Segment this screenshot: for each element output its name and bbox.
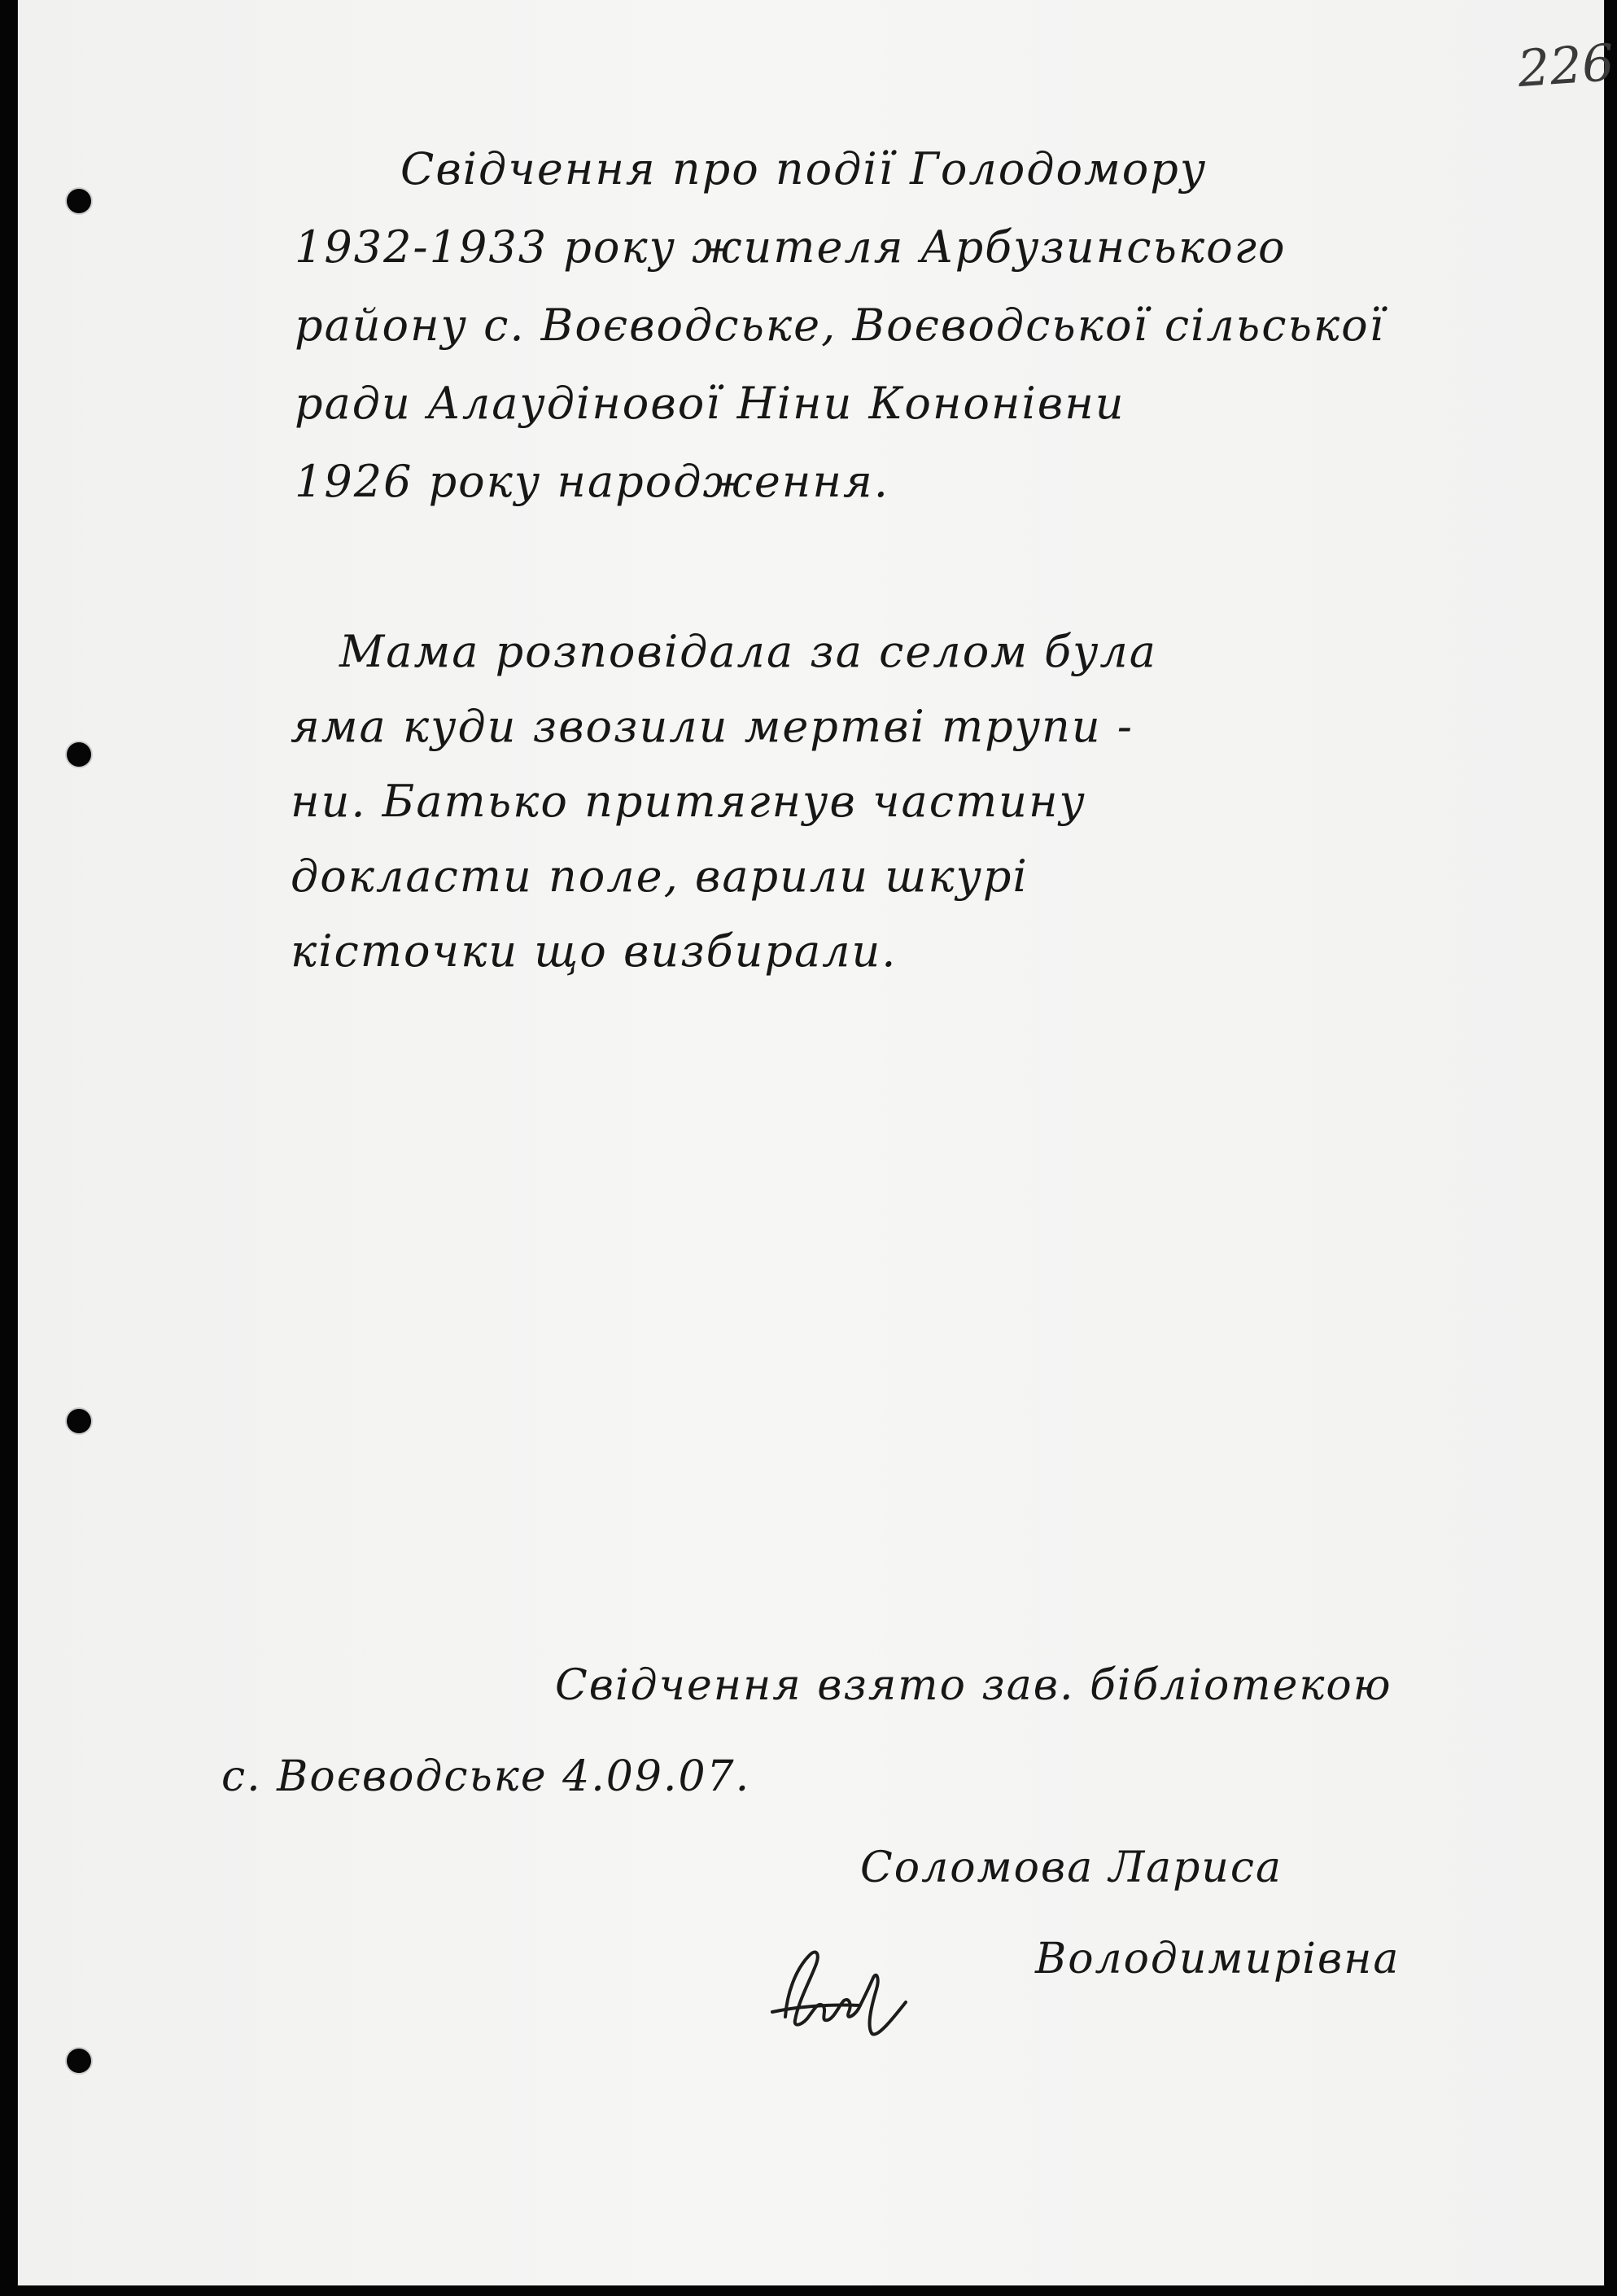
body-line: ни. Батько притягнув частину [291,776,1086,827]
testimony-body [291,614,1593,989]
handwritten-signature [763,1921,942,2051]
heading-line: 1926 року народження. [295,456,889,507]
heading-line: Свідчення про події Голодомору [400,143,1208,195]
body-line: докласти поле, варили шкурі [291,851,1029,902]
page-number: 226 [1515,32,1616,99]
punch-hole [67,742,91,767]
heading-line: району с. Воєводське, Воєводської сільської [295,300,1385,351]
heading-line: 1932-1933 року жителя Арбузинського [295,221,1287,273]
testimony-heading [295,130,1564,521]
punch-hole [67,1409,91,1433]
recorder-name: Соломова Лариса [860,1843,1283,1892]
recorded-by-line: Свідчення взято зав. бібліотекою [555,1661,1392,1710]
place-and-date: с. Воєводське 4.09.07. [221,1752,751,1801]
punch-hole [67,2049,91,2073]
body-line: кісточки що визбирали. [291,925,898,977]
punch-hole [67,189,91,213]
body-line: Мама розповідала за селом була [339,626,1157,677]
recorder-patronymic: Володимирівна [1035,1935,1401,1983]
heading-line: ради Алаудінової Ніни Кононівни [295,378,1125,429]
body-line: яма куди звозили мертві трупи - [291,701,1134,752]
document-page [18,0,1616,2285]
